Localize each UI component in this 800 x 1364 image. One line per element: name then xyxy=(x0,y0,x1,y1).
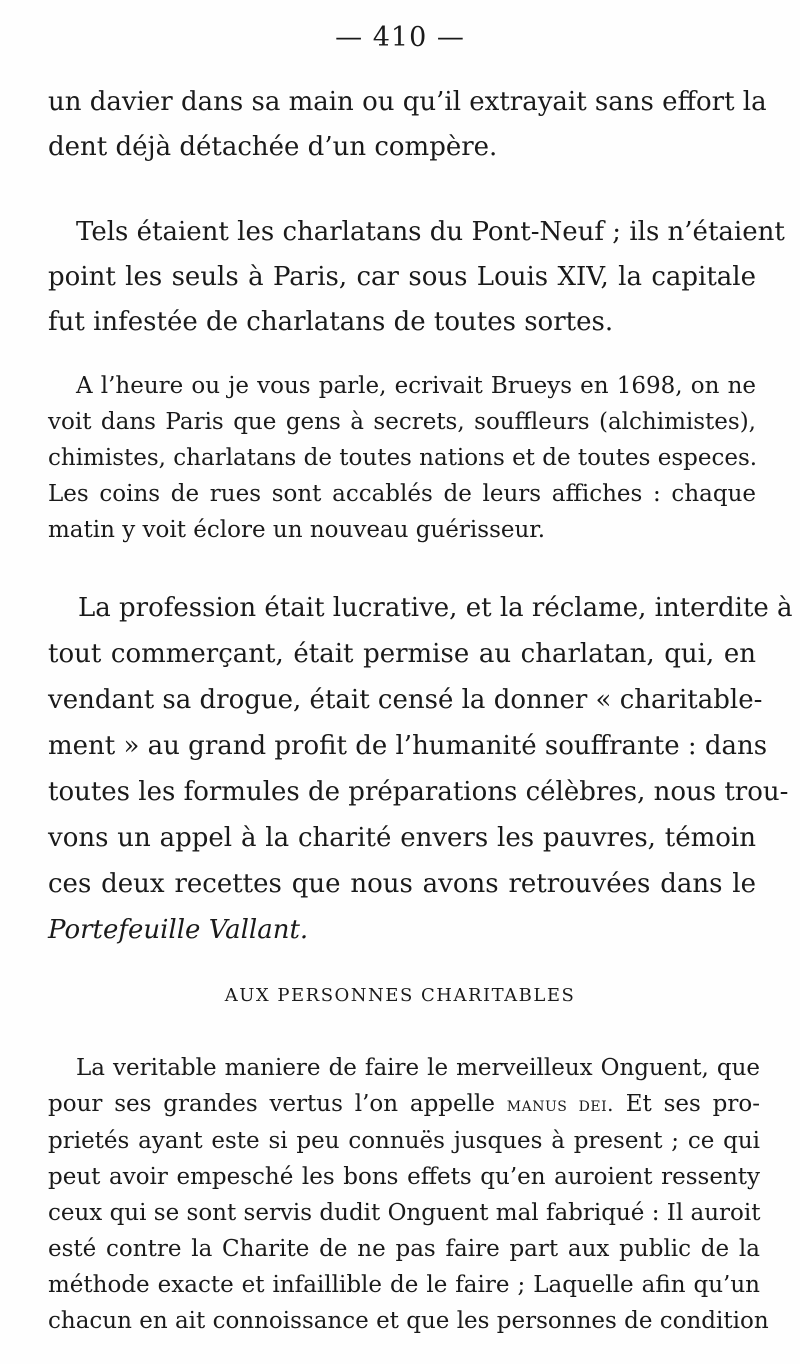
quote-brueys xyxy=(48,368,756,548)
manus-dei-smallcaps: manus dei. xyxy=(506,1093,614,1116)
text-line: chimistes, charlatans de toutes nations et de toutes especes. xyxy=(48,445,758,471)
text-line: point les seuls à Paris, car sous Louis XIV, la capitale xyxy=(48,262,756,292)
recipe-text xyxy=(48,1050,769,1339)
text-fragment: pour ses grandes vertus l’on appelle xyxy=(48,1091,507,1117)
text-line: Les coins de rues sont accablés de leurs affiches : chaque xyxy=(48,481,756,507)
text-line: prietés ayant este si peu connuës jusques à present ; ce qui xyxy=(48,1128,760,1154)
text-line: A l’heure ou je vous parle, ecrivait Brueys en 1698, on ne xyxy=(76,373,756,399)
text-line: matin y voit éclore un nouveau guérisseur. xyxy=(48,517,546,543)
text-line-italic-title: Portefeuille Vallant. xyxy=(48,915,309,945)
text-line: vendant sa drogue, était censé la donner « charitable- xyxy=(48,685,763,715)
text-line: vons un appel à la charité envers les pauvres, témoin xyxy=(48,823,756,853)
text-line: ces deux recettes que nous avons retrouvées dans le xyxy=(48,869,756,899)
page-number: — 410 — xyxy=(335,22,465,53)
text-line: esté contre la Charite de ne pas faire part aux public de la xyxy=(48,1236,760,1262)
paragraph-charlatans xyxy=(48,210,785,345)
paragraph-profession xyxy=(48,585,793,953)
text-line: toutes les formules de préparations célèbres, nous trou- xyxy=(48,777,789,807)
text-line: chacun en ait connoissance et que les personnes de condition xyxy=(48,1308,769,1334)
text-line: fut infestée de charlatans de toutes sortes. xyxy=(48,307,614,337)
text-line-manus-dei xyxy=(48,1086,760,1123)
text-line: ceux qui se sont servis dudit Onguent mal fabriqué : Il auroit xyxy=(48,1200,761,1226)
text-line: ment » au grand profit de l’humanité souffrante : dans xyxy=(48,731,768,761)
text-line: dent déjà détachée d’un compère. xyxy=(48,132,498,162)
text-fragment: Et ses pro- xyxy=(613,1091,760,1117)
text-line: méthode exacte et infaillible de le faire ; Laquelle afin qu’un xyxy=(48,1272,760,1298)
text-line: un davier dans sa main ou qu’il extrayait sans effort la xyxy=(48,87,767,117)
text-line: tout commerçant, était permise au charlatan, qui, en xyxy=(48,639,756,669)
text-line: peut avoir empesché les bons effets qu’en auroient ressenty xyxy=(48,1164,760,1190)
text-line: Tels étaient les charlatans du Pont-Neuf ; ils n’étaient xyxy=(76,217,785,247)
section-heading: AUX PERSONNES CHARITABLES xyxy=(224,985,576,1006)
text-line: voit dans Paris que gens à secrets, souffleurs (alchimistes), xyxy=(48,409,756,435)
text-line: La veritable maniere de faire le merveilleux Onguent, que xyxy=(76,1055,760,1081)
paragraph-continuation xyxy=(48,80,767,170)
text-line: La profession était lucrative, et la réclame, interdite à xyxy=(78,593,793,623)
